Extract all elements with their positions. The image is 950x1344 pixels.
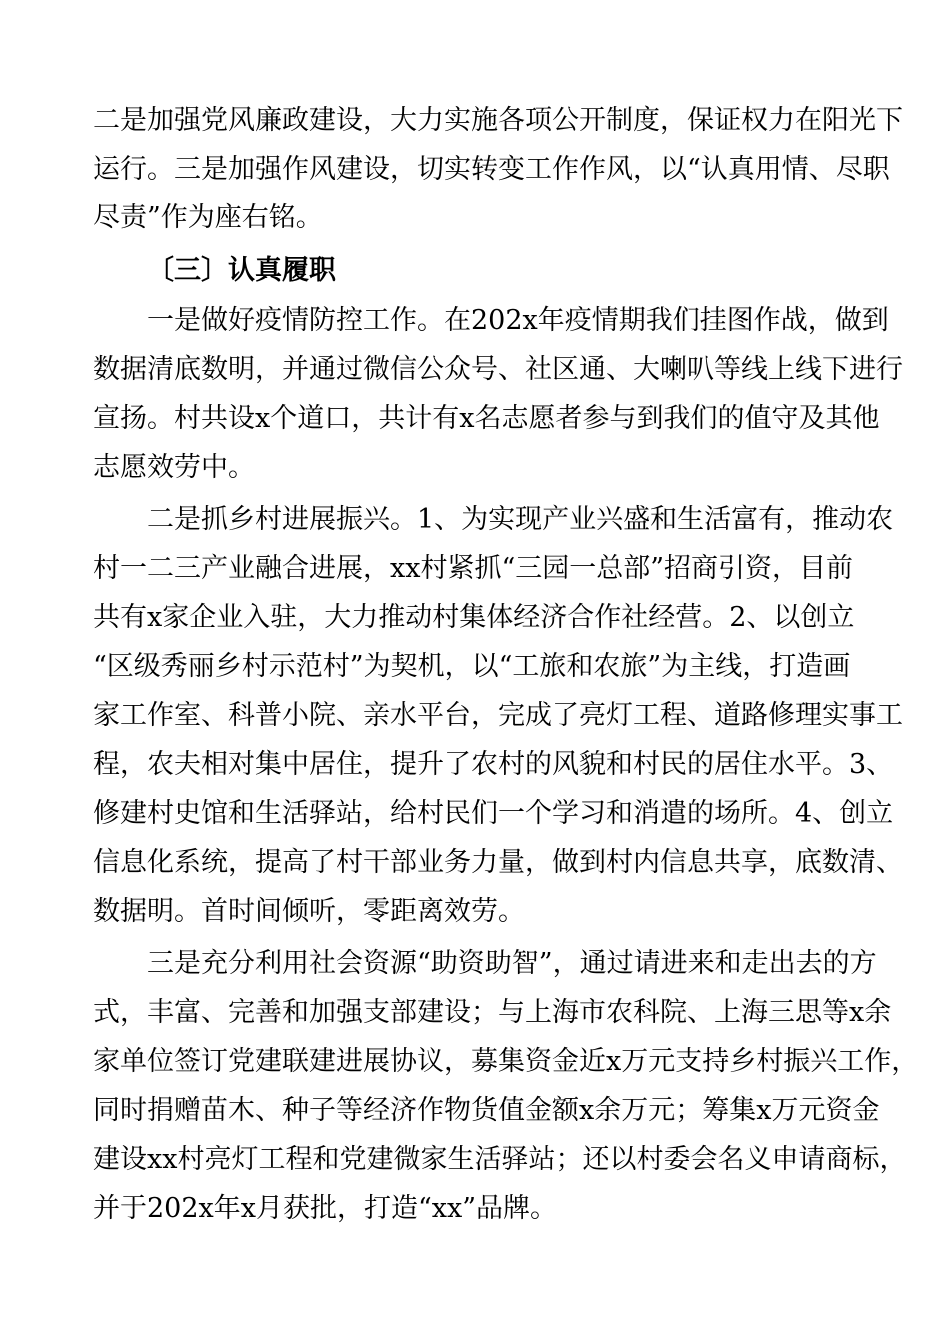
- text-line: 程，农夫相对集中居住，提升了农村的风貌和村民的居住水平。3、: [93, 749, 894, 780]
- text-line: 尽责”作为座右铭。: [93, 202, 323, 233]
- text-line: 式，丰富、完善和加强支部建设；与上海市农科院、上海三思等x余: [93, 997, 892, 1028]
- section-heading: 〔三〕认真履职: [147, 255, 336, 286]
- text-line: 一是做好疫情防控工作。在202x年疫情期我们挂图作战，做到: [147, 305, 889, 336]
- text-line: 信息化系统，提高了村干部业务力量，做到村内信息共享，底数清、: [93, 847, 903, 878]
- text-line: 共有x家企业入驻，大力推动村集体经济合作社经营。2、以创立: [93, 602, 855, 633]
- text-line: 志愿效劳中。: [93, 452, 255, 483]
- text-line: 运行。三是加强作风建设，切实转变工作作风，以“认真用情、尽职: [93, 154, 890, 185]
- text-line: 家工作室、科普小院、亲水平台，完成了亮灯工程、道路修理实事工: [93, 700, 903, 731]
- text-line: 数据清底数明，并通过微信公众号、社区通、大喇叭等线上线下进行: [93, 354, 903, 385]
- text-line: 宣扬。村共设x个道口，共计有x名志愿者参与到我们的值守及其他: [93, 403, 880, 434]
- text-line: 建设xx村亮灯工程和党建微家生活驿站；还以村委会名义申请商标，: [93, 1144, 907, 1175]
- text-line: “区级秀丽乡村示范村”为契机，以“工旅和农旅”为主线，打造画: [93, 651, 851, 682]
- text-line: 同时捐赠苗木、种子等经济作物货值金额x余万元；筹集x万元资金: [93, 1095, 880, 1126]
- text-line: 村一二三产业融合进展，xx村紧抓“三园一总部”招商引资，目前: [93, 553, 854, 584]
- text-line: 数据明。首时间倾听，零距离效劳。: [93, 896, 525, 927]
- text-line: 修建村史馆和生活驿站，给村民们一个学习和消遣的场所。4、创立: [93, 798, 894, 829]
- text-line: 二是抓乡村进展振兴。1、为实现产业兴盛和生活富有，推动农: [147, 504, 894, 535]
- text-line: 二是加强党风廉政建设，大力实施各项公开制度，保证权力在阳光下: [93, 105, 903, 136]
- text-line: 家单位签订党建联建进展协议，募集资金近x万元支持乡村振兴工作，: [93, 1046, 919, 1077]
- text-line: 并于202x年x月获批，打造“xx”品牌。: [93, 1193, 558, 1224]
- text-line: 三是充分利用社会资源“助资助智”，通过请进来和走出去的方: [147, 948, 877, 979]
